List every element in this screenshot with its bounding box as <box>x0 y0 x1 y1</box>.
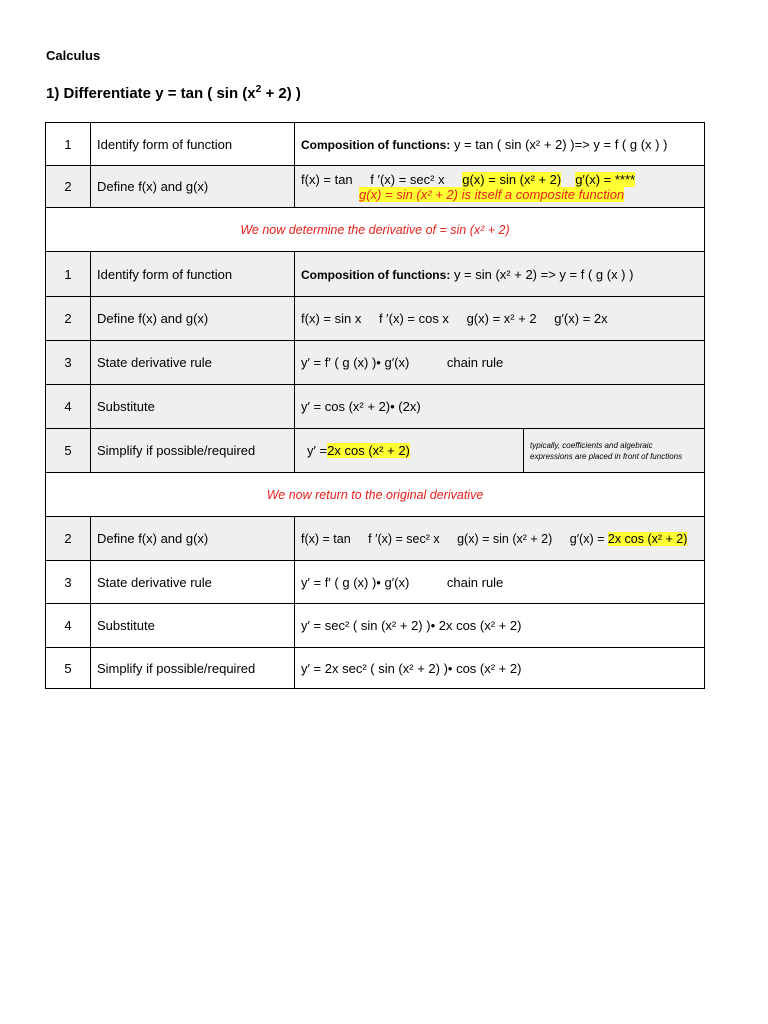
coefficient-comment: typically, coefficients and algebraic expressions are placed in front of functions <box>530 440 683 461</box>
step-task: Substitute <box>91 385 295 429</box>
step-number: 3 <box>46 341 91 385</box>
section-note: We now return to the original derivative <box>46 473 705 517</box>
step-task: Define f(x) and g(x) <box>91 297 295 341</box>
step-work: y′ = cos (x² + 2)• (2x) <box>295 385 705 429</box>
table-row <box>46 385 705 429</box>
table-row <box>46 123 705 166</box>
question-suffix: + 2) ) <box>261 85 301 102</box>
f-prime-definition: f ′(x) = cos x <box>378 311 449 326</box>
composition-expression: y = sin (x² + 2) => y = f ( g (x ) ) <box>453 266 634 282</box>
table-row <box>46 648 705 689</box>
table-row <box>46 252 705 297</box>
table-row <box>46 517 705 561</box>
table-row <box>46 166 705 208</box>
step-task: State derivative rule <box>91 341 295 385</box>
step-task: Define f(x) and g(x) <box>91 166 295 208</box>
step-work <box>295 252 705 297</box>
step-work <box>295 517 705 561</box>
question-title <box>46 85 301 102</box>
step-work: y′ = 2x sec² ( sin (x² + 2) )• cos (x² + 2) <box>295 648 705 689</box>
step-work <box>295 297 705 341</box>
f-prime-definition: f ′(x) = sec² x <box>370 171 445 187</box>
step-number: 5 <box>46 648 91 689</box>
step-number: 1 <box>46 252 91 297</box>
f-definition: f(x) = tan <box>301 171 353 187</box>
g-definition: g(x) = x² + 2 <box>466 311 537 326</box>
step-work <box>295 166 705 208</box>
step-task: Identify form of function <box>91 123 295 166</box>
table-row <box>46 297 705 341</box>
step-task: Define f(x) and g(x) <box>91 517 295 561</box>
g-definition-highlight: g(x) = sin (x² + 2) <box>462 171 562 187</box>
section-note: We now determine the derivative of = sin (x² + 2) <box>46 208 705 252</box>
steps-table <box>45 122 705 689</box>
step-number: 2 <box>46 166 91 208</box>
chain-rule-name: chain rule <box>446 574 504 590</box>
step-task: Simplify if possible/required <box>91 648 295 689</box>
g-definition: g(x) = sin (x² + 2) <box>457 531 553 546</box>
result-highlight: 2x cos (x² + 2) <box>327 443 410 458</box>
f-definition: f(x) = tan <box>301 531 351 546</box>
step-task: Simplify if possible/required <box>91 429 295 473</box>
step-work <box>295 341 705 385</box>
g-prime-prefix: g′(x) = <box>569 531 608 546</box>
step-number: 4 <box>46 604 91 648</box>
composition-expression: y = tan ( sin (x² + 2) )=> y = f ( g (x ) ) <box>453 136 668 152</box>
chain-rule-formula: y′ = f′ ( g (x) )• g′(x) <box>301 574 410 590</box>
question-exponent: 2 <box>255 84 262 95</box>
table-row <box>46 208 705 252</box>
chain-rule-formula: y′ = f′ ( g (x) )• g′(x) <box>301 355 410 370</box>
step-number: 2 <box>46 297 91 341</box>
step-work <box>295 123 705 166</box>
document-subject: Calculus <box>46 48 101 63</box>
chain-rule-name: chain rule <box>446 355 504 370</box>
table-row <box>46 429 705 473</box>
step-work: y′ = sec² ( sin (x² + 2) )• 2x cos (x² + 2) <box>295 604 705 648</box>
question-prefix: 1) Differentiate y = tan ( sin (x <box>46 85 256 102</box>
table-row <box>46 604 705 648</box>
composition-label: Composition of functions: <box>301 267 451 282</box>
result-prefix: y′ = <box>307 443 328 458</box>
simplified-result <box>301 429 524 472</box>
step-work <box>295 429 705 473</box>
f-prime-definition: f ′(x) = sec² x <box>368 531 440 546</box>
step-number: 2 <box>46 517 91 561</box>
g-prime-highlight: 2x cos (x² + 2) <box>607 531 688 546</box>
step-number: 1 <box>46 123 91 166</box>
step-work <box>295 561 705 604</box>
step-number: 5 <box>46 429 91 473</box>
table-row <box>46 561 705 604</box>
composite-note: g(x) = sin (x² + 2) is itself a composite function <box>359 186 625 202</box>
step-task: Identify form of function <box>91 252 295 297</box>
step-task: State derivative rule <box>91 561 295 604</box>
step-number: 4 <box>46 385 91 429</box>
step-task: Substitute <box>91 604 295 648</box>
table-row <box>46 473 705 517</box>
f-definition: f(x) = sin x <box>301 311 362 326</box>
g-prime-placeholder: g′(x) = **** <box>575 171 636 187</box>
composition-label: Composition of functions: <box>301 137 451 152</box>
g-prime-definition: g′(x) = 2x <box>554 311 608 326</box>
step-number: 3 <box>46 561 91 604</box>
table-row <box>46 341 705 385</box>
